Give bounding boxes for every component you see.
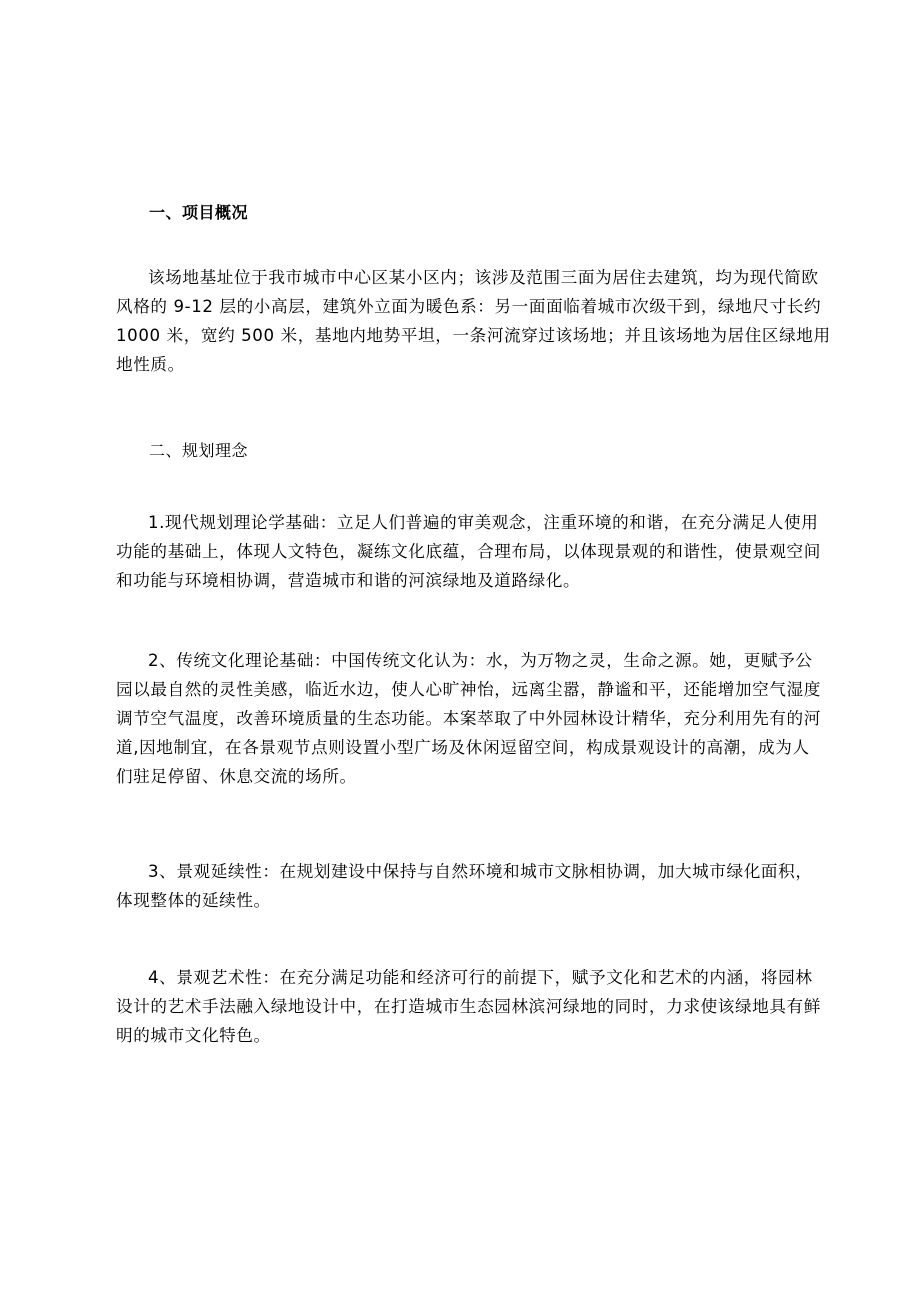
paragraph-line: 风格的 9-12 层的小高层，建筑外立面为暖色系：另一面面临着城市次级干到，绿地尺寸长约 [116,297,822,316]
paragraph-line: 2、传统文化理论基础：中国传统文化认为：水，为万物之灵，生命之源。她，更赋予公 [148,651,813,670]
paragraph-line: 和功能与环境相协调，营造城市和谐的河滨绿地及道路绿化。 [116,571,581,590]
paragraph-project-overview [116,263,831,379]
paragraph-line: 3、景观延续性：在规划建设中保持与自然环境和城市文脉相协调，加大城市绿化面积， [148,862,813,881]
section-heading-planning-concept: 二、规划理念 [149,441,249,460]
paragraph-line: 体现整体的延续性。 [116,891,271,910]
paragraph-line: 明的城市文化特色。 [116,1026,271,1045]
paragraph-line: 道,因地制宜，在各景观节点则设置小型广场及休闲逗留空间，构成景观设计的高潮，成为人 [116,738,810,757]
paragraph-line: 园以最自然的灵性美感，临近水边，使人心旷神怡，远离尘嚣，静谧和平，还能增加空气湿度 [116,680,821,699]
paragraph-line: 该场地基址位于我市城市中心区某小区内；该涉及范围三面为居住去建筑，均为现代简欧 [148,268,819,287]
paragraph-line: 4、景观艺术性：在充分满足功能和经济可行的前提下，赋予文化和艺术的内涵，将园林 [148,968,813,987]
paragraph-line: 设计的艺术手法融入绿地设计中，在打造城市生态园林滨河绿地的同时，力求使该绿地具有鲜 [116,997,821,1016]
paragraph-point-3 [116,857,812,915]
paragraph-line: 1000 米，宽约 500 米，基地内地势平坦，一条河流穿过该场地；并且该场地为居住区绿地用 [116,326,831,345]
paragraph-point-4 [116,963,821,1050]
paragraph-line: 功能的基础上，体现人文特色，凝练文化底蕴，合理布局，以体现景观的和谐性，使景观空间 [116,542,821,561]
paragraph-line: 地性质。 [116,355,185,374]
paragraph-point-1 [116,508,821,595]
paragraph-line: 调节空气温度，改善环境质量的生态功能。本案萃取了中外园林设计精华，充分利用先有的河 [116,709,821,728]
paragraph-point-2 [116,646,821,791]
paragraph-line: 1.现代规划理论学基础：立足人们普遍的审美观念，注重环境的和谐，在充分满足人使用 [148,513,819,532]
paragraph-line: 们驻足停留、休息交流的场所。 [116,767,357,786]
section-heading-project-overview: 一、项目概况 [149,203,249,222]
